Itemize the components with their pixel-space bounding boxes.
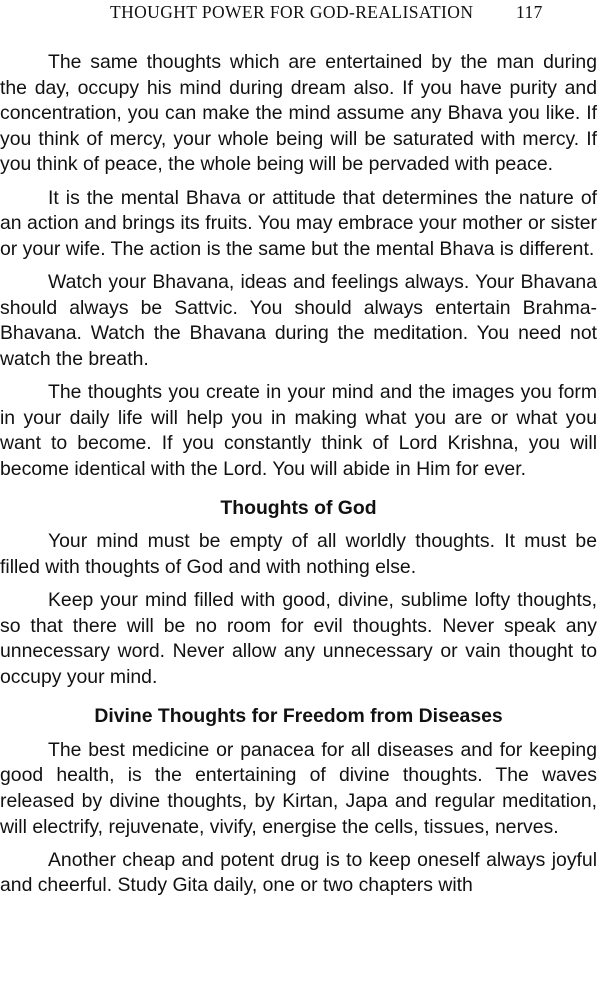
running-title: THOUGHT POWER FOR GOD-REALISATION [110, 2, 474, 22]
paragraph-best-medicine: The best medicine or panacea for all diseases and for keeping good health, is the entertaining of divine thoughts. The waves released by divine thoughts, by Kirtan, Japa and regular meditation, will electrify, rejuvenate, vivify, energise the cells, tissues, nerves. [0, 738, 597, 838]
page-number: 117 [516, 2, 543, 22]
section-heading-thoughts-of-god: Thoughts of God [220, 496, 377, 519]
paragraph-dream-thoughts: The same thoughts which are entertained by the man during the day, occupy his mind during dream also. If you have purity and concentration, you can make the mind assume any Bhava you like. If you think of mercy, your whole being will be saturated with mercy. If you think of peace, the whole being will be pervaded with peace. [0, 51, 597, 176]
section-heading-divine-thoughts: Divine Thoughts for Freedom from Diseases [94, 705, 503, 728]
paragraph-thoughts-create: The thoughts you create in your mind and the images you form in your daily life will help you in making what you are or what you want to become. If you constantly think of Lord Krishna, you will become identical with the Lord. You will abide in Him for ever. [0, 380, 597, 480]
paragraph-keep-mind-filled: Keep your mind filled with good, divine, sublime lofty thoughts, so that there will be no room for evil thoughts. Never speak any unnecessary word. Never allow any unnecessary or vain thought to occupy your mind. [0, 589, 597, 689]
paragraph-watch-bhavana: Watch your Bhavana, ideas and feelings always. Your Bhavana should always be Sattvic. You should always entertain Brahma-Bhavana. Watch the Bhavana during the meditation. You need not watch the breath. [0, 270, 597, 370]
page-body [0, 50, 597, 907]
paragraph-mental-bhava: It is the mental Bhava or attitude that determines the nature of an action and brings its fruits. You may embrace your mother or sister or your wife. The action is the same but the mental Bhava is different. [0, 186, 597, 260]
paragraph-cheap-drug: Another cheap and potent drug is to keep oneself always joyful and cheerful. Study Gita daily, one or two chapters with [0, 848, 597, 897]
paragraph-empty-mind: Your mind must be empty of all worldly thoughts. It must be filled with thoughts of God and with nothing else. [0, 530, 597, 579]
running-head [0, 2, 600, 26]
